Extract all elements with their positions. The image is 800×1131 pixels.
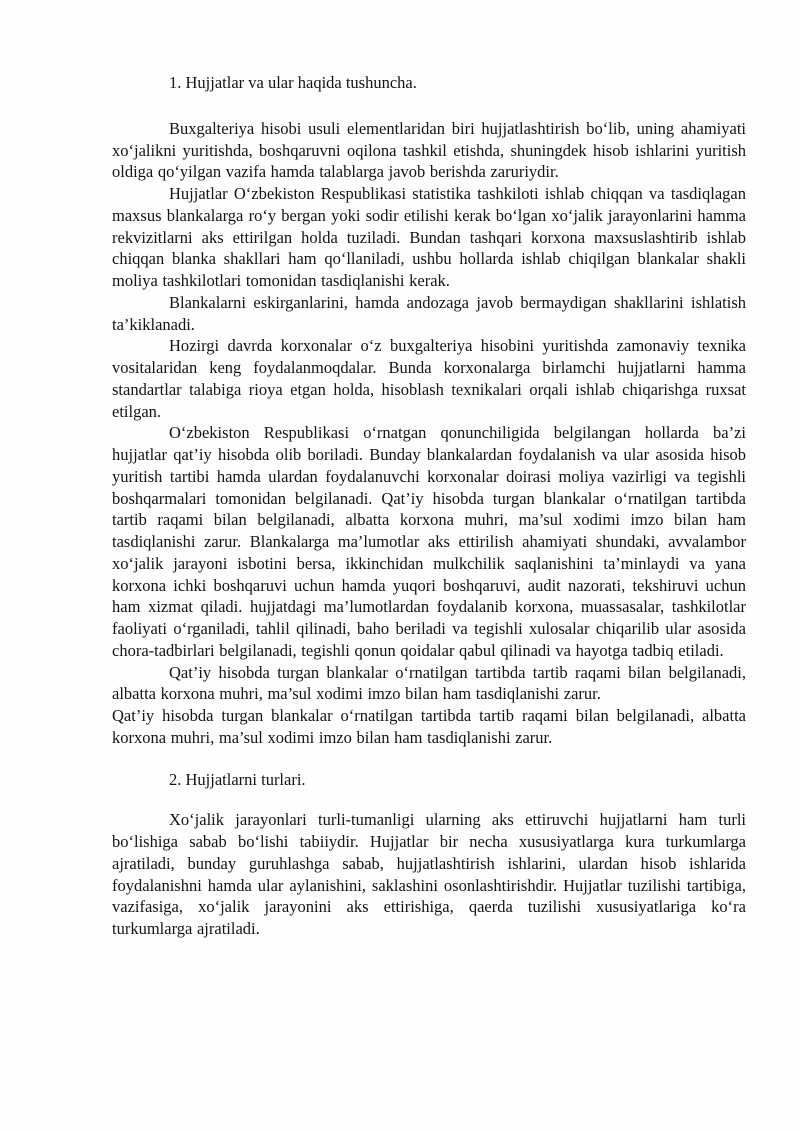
paragraph-statistics-blanks: Hujjatlar O‘zbekiston Respublikasi statistika tashkiloti ishlab chiqqan va tasdiqlagan maxsus blankalarga ro‘y bergan yoki sodir etilishi kerak bo‘lgan xo‘jalik jarayonlarini hamma rekvizitlarni aks ettirilgan holda tuziladi. Bundan tashqari korxona maxsuslashtirib ishlab chiqqan blanka shakllari ham qo‘llaniladi, ushbu hollarda ishlab chiqilgan blankalar shakli moliya tashkilotlari tomonidan tasdiqlanishi kerak. [112, 184, 746, 290]
section-2-heading: 2. Hujjatlarni turlari. [169, 769, 306, 789]
document-content [112, 72, 746, 940]
paragraph-old-blanks-prohibited: Blankalarni eskirganlarini, hamda andozaga javob bermaydigan shakllarini ishlatish ta’kiklanadi. [112, 292, 746, 334]
paragraph-document-types: Xo‘jalik jarayonlari turli-tumanligi ularning aks ettiruvchi hujjatlarni ham turli bo‘lishiga sabab bo‘lishi tabiiydir. Hujjatlar bir necha xususiyatlarga kura turkumlarga ajratiladi, bunday guruhlashga sabab, hujjatlashtirish ishlarini, ulardan hisob ishlarida foydalanishni hamda ular aylanishini, saklashini osonlashtirishdir. Hujjatlar tuzilishi tartibiga, vazifasiga, xo‘jalik jarayonini aks ettirishiga, qaerda tuzilishi xususiyatlariga ko‘ra turkumlarga ajratiladi. [112, 810, 746, 938]
section-1-heading: 1. Hujjatlar va ular haqida tushuncha. [169, 73, 417, 92]
paragraph-strict-blanks-numbering: Qat’iy hisobda turgan blankalar o‘rnatilgan tartibda tartib raqami bilan belgilanadi, albatta korxona muhri, ma’sul xodimi imzo bilan ham tasdiqlanishi zarur. [112, 662, 746, 704]
paragraph-modern-technology: Hozirgi davrda korxonalar o‘z buxgalteriya hisobini yuritishda zamonaviy texnika vositalaridan keng foydalanmoqdalar. Bunda korxonalarga birlamchi hujjatlarni hamma standartlar talabiga rioya etgan holda, hisoblash texnikalari orqali ishlab chiqarishga ruxsat etilgan. [112, 336, 746, 421]
paragraph-documenting-importance: Buxgalteriya hisobi usuli elementlaridan biri hujjatlashtirish bo‘lib, uning ahamiyati xo‘jalikni yuritishda, boshqaruvni oqilona tashkil etishda, shuningdek hisob ishlarini yuritish oldiga qo‘yilgan vazifa hamda talablarga javob berishda zaruriydir. [112, 118, 746, 182]
paragraph-strict-accounting-law: O‘zbekiston Respublikasi o‘rnatgan qonunchiligida belgilangan hollarda ba’zi hujjatlar qat’iy hisobda olib boriladi. Bunday blankalardan foydalanish va ular asosida hisob yuritish tartibi hamda ulardan foydalanuvchi korxonalar doirasi moliya vazirligi va tegishli boshqarmalari tomonidan belgilanadi. Qat’iy hisobda turgan blankalar o‘rnatilgan tartibda tartib raqami bilan belgilanadi, albatta korxona muhri, ma’sul xodimi imzo bilan ham tasdiqlanishi zarur. Blankalarga ma’lumotlar aks ettirilish ahamiyati shundaki, avvalambor xo‘jalik jarayoni isbotini bersa, ikkinchidan mulkchilik saqlanishini ta’minlaydi va yana korxona ichki boshqaruvi uchun hamda yuqori boshqaruvi, audit nazorati, tekshiruvi uchun ham xizmat qiladi. hujjatdagi ma’lumotlardan foydalanib korxona, muassasalar, tashkilotlar faoliyati o‘rganiladi, tahlil qilinadi, baho beriladi va tegishli xulosalar chiqarilib ular asosida chora-tadbirlari belgilanadi, tegishli qonun qoidalar qabul qilinadi va hayotga tadbiq etiladi. [112, 423, 746, 660]
paragraph-strict-blanks-numbering-repeat: Qat’iy hisobda turgan blankalar o‘rnatilgan tartibda tartib raqami bilan belgilanadi, albatta korxona muhri, ma’sul xodimi imzo bilan ham tasdiqlanishi zarur. [112, 706, 746, 747]
